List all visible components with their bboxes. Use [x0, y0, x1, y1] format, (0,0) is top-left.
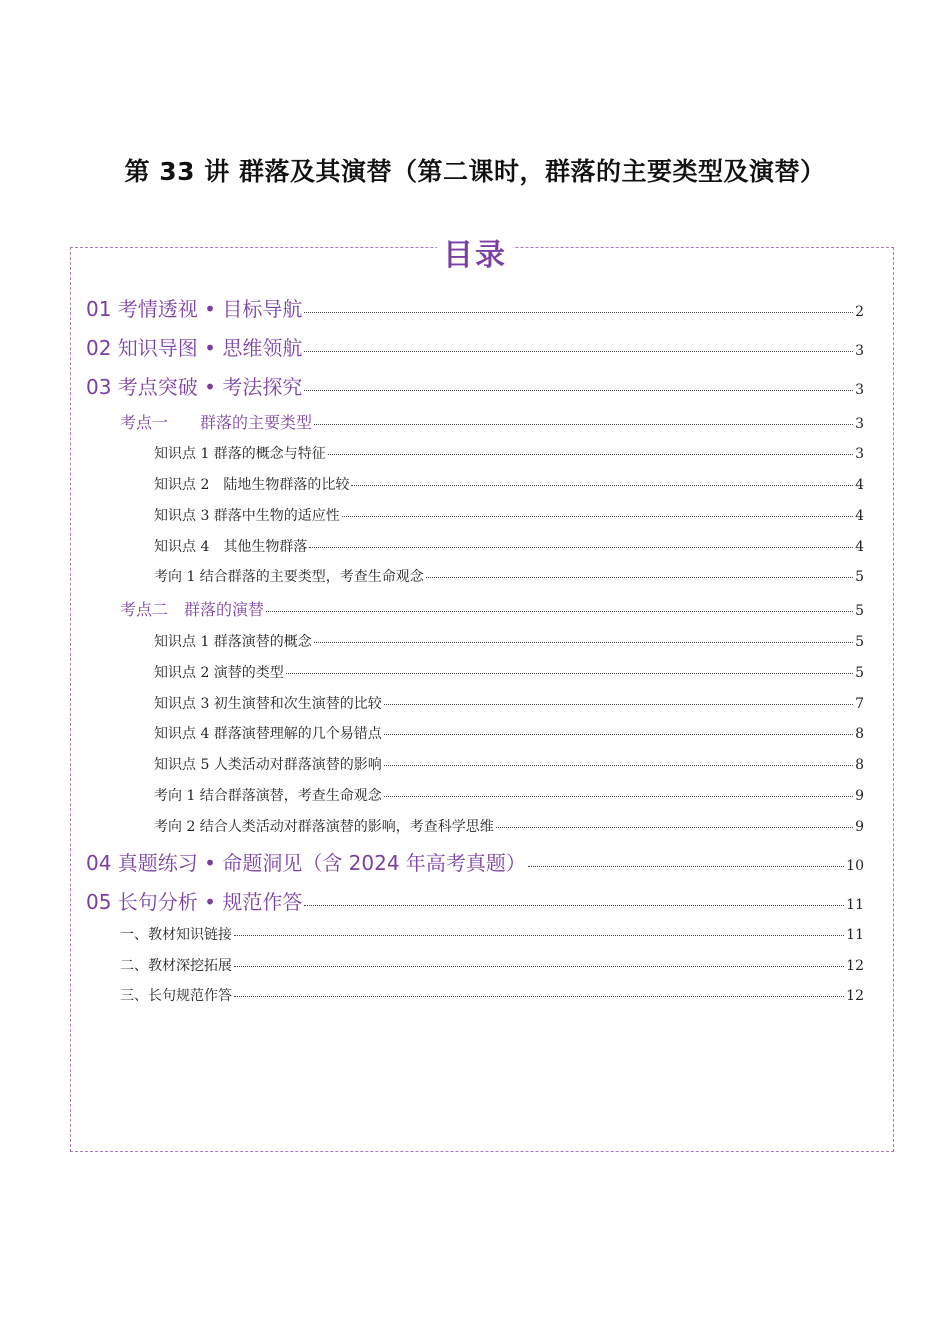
leader-dots — [314, 642, 853, 643]
toc-page-number: 10 — [846, 858, 864, 874]
leader-dots — [384, 704, 853, 705]
toc-entry[interactable] — [154, 631, 864, 651]
toc-entry[interactable] — [154, 566, 864, 586]
toc-entry-text: 知识点 4 其他生物群落 — [154, 539, 308, 555]
toc-page-number: 9 — [855, 819, 864, 835]
leader-dots — [309, 547, 853, 548]
leader-dots — [384, 734, 853, 735]
leader-dots — [234, 966, 844, 967]
leader-dots — [384, 796, 853, 797]
toc-entry[interactable] — [154, 474, 864, 494]
toc-entry[interactable] — [154, 754, 864, 774]
toc-entry[interactable] — [86, 886, 864, 915]
leader-dots — [304, 312, 853, 313]
toc-page-number: 5 — [855, 634, 864, 650]
leader-dots — [304, 905, 844, 906]
leader-dots — [351, 485, 853, 486]
leader-dots — [528, 866, 844, 867]
toc-entry-text: 知识点 3 群落中生物的适应性 — [154, 508, 340, 524]
toc-entry[interactable] — [154, 443, 864, 463]
toc-page-number: 3 — [855, 343, 864, 359]
toc-entry-text: 知识点 4 群落演替理解的几个易错点 — [154, 726, 382, 742]
toc-entry[interactable] — [120, 924, 864, 944]
toc-entry-text: 考向 1 结合群落演替，考查生命观念 — [154, 788, 382, 804]
toc-entry-text: 知识点 1 群落演替的概念 — [154, 634, 312, 650]
toc-entry-text: 01 考情透视 • 目标导航 — [86, 297, 303, 321]
toc-page-number: 11 — [846, 897, 864, 913]
toc-entry-text: 02 知识导图 • 思维领航 — [86, 336, 303, 360]
toc-page-number: 4 — [855, 539, 864, 555]
toc-entry[interactable] — [86, 371, 864, 400]
leader-dots — [426, 577, 853, 578]
leader-dots — [234, 996, 844, 997]
toc-entry-text: 考点二 群落的演替 — [120, 600, 265, 619]
toc-entry-text: 二、教材深挖拓展 — [120, 958, 232, 974]
toc-entry[interactable] — [120, 955, 864, 975]
leader-dots — [234, 935, 844, 936]
toc-entry-text: 考向 1 结合群落的主要类型，考查生命观念 — [154, 569, 424, 585]
toc-page-number: 4 — [855, 508, 864, 524]
toc-page-number: 7 — [855, 696, 864, 712]
toc-entry-text: 知识点 2 陆地生物群落的比较 — [154, 477, 350, 493]
leader-dots — [286, 673, 853, 674]
leader-dots — [342, 516, 853, 517]
toc-entry[interactable] — [154, 662, 864, 682]
leader-dots — [304, 390, 853, 391]
toc-page-number: 12 — [846, 988, 864, 1004]
toc-page-number: 12 — [846, 958, 864, 974]
toc-page-number: 8 — [855, 757, 864, 773]
toc-entry-text: 知识点 1 群落的概念与特征 — [154, 446, 326, 462]
toc-page-number: 8 — [855, 726, 864, 742]
toc-entry[interactable] — [120, 985, 864, 1005]
toc-entry[interactable] — [86, 293, 864, 322]
leader-dots — [328, 454, 853, 455]
toc-entry[interactable] — [154, 693, 864, 713]
toc-entry[interactable] — [154, 816, 864, 836]
toc-entry-text: 04 真题练习 • 命题洞见（含 2024 年高考真题） — [86, 851, 526, 875]
toc-entry-text: 一、教材知识链接 — [120, 927, 232, 943]
toc-page-number: 5 — [855, 569, 864, 585]
toc-page-number: 3 — [855, 416, 864, 432]
toc-heading — [0, 230, 950, 274]
toc-entry-text: 考点一 群落的主要类型 — [120, 413, 313, 432]
toc-entry[interactable] — [86, 332, 864, 361]
page-title: 第 33 讲 群落及其演替（第二课时，群落的主要类型及演替） — [124, 157, 826, 186]
toc-page-number: 11 — [846, 927, 864, 943]
toc-entry[interactable] — [154, 505, 864, 525]
toc-entry-text: 知识点 5 人类活动对群落演替的影响 — [154, 757, 382, 773]
toc-entry[interactable] — [86, 847, 864, 876]
toc-entry[interactable] — [154, 536, 864, 556]
toc-entry-text: 三、长句规范作答 — [120, 988, 232, 1004]
toc-page-number: 9 — [855, 788, 864, 804]
toc-entry[interactable] — [154, 785, 864, 805]
toc-heading-text: 目录 — [437, 230, 513, 274]
leader-dots — [496, 827, 853, 828]
toc-entry-text: 知识点 3 初生演替和次生演替的比较 — [154, 696, 382, 712]
leader-dots — [314, 424, 853, 425]
toc-entry[interactable] — [154, 723, 864, 743]
toc-entry[interactable] — [120, 597, 864, 620]
toc-page-number: 2 — [855, 304, 864, 320]
toc-entry-text: 考向 2 结合人类活动对群落演替的影响，考查科学思维 — [154, 819, 494, 835]
toc-page-number: 5 — [855, 665, 864, 681]
toc-page-number: 3 — [855, 446, 864, 462]
toc-entry-text: 知识点 2 演替的类型 — [154, 665, 284, 681]
leader-dots — [384, 765, 853, 766]
toc-entry-text: 03 考点突破 • 考法探究 — [86, 375, 303, 399]
leader-dots — [266, 611, 853, 612]
leader-dots — [304, 351, 853, 352]
toc-page-number: 4 — [855, 477, 864, 493]
toc-page-number: 5 — [855, 603, 864, 619]
toc-entry-text: 05 长句分析 • 规范作答 — [86, 890, 303, 914]
toc-page-number: 3 — [855, 382, 864, 398]
toc-entry[interactable] — [120, 410, 864, 433]
